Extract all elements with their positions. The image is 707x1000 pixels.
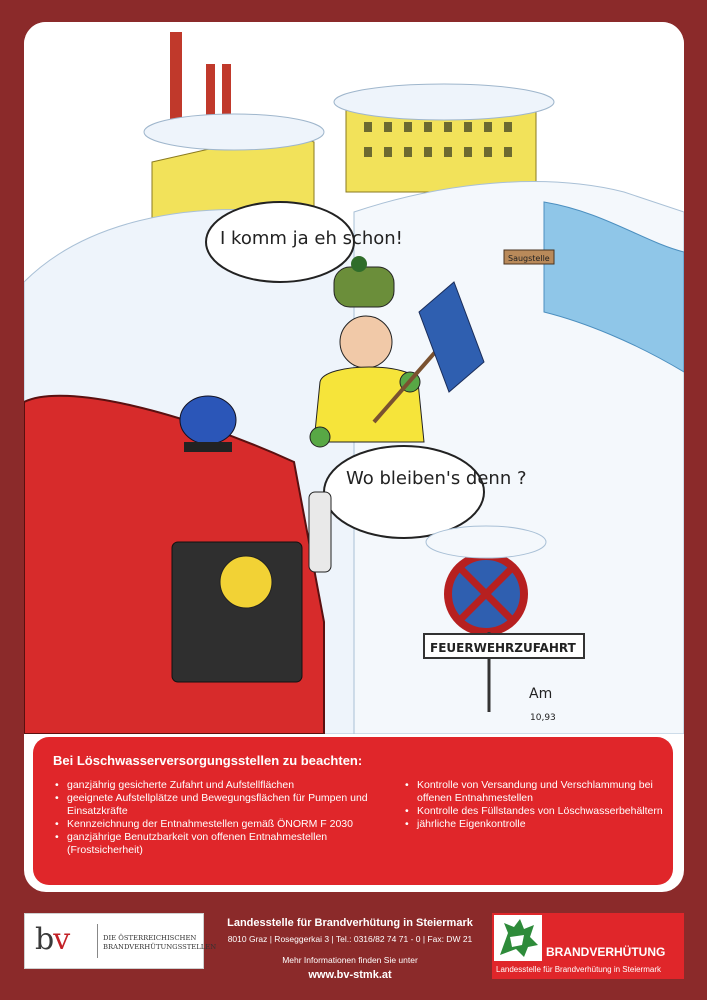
website-link[interactable]: www.bv-stmk.at (308, 969, 392, 981)
brandverhuetung-logo (492, 913, 684, 979)
bv-org-name (103, 934, 217, 952)
list-item: • Kennzeichnung der Entnahmestellen gemäß ÖNORM F 2030 (55, 818, 385, 831)
logo-divider (97, 924, 98, 958)
list-item: • geeignete Aufstellplätze und Bewegungsflächen für Pumpen und Einsatzkräfte (55, 792, 385, 818)
artist-signature: Am (529, 686, 553, 702)
brandverhuetung-subtitle: Landesstelle für Brandverhütung in Steiermark (496, 965, 661, 974)
bv-logo-box (24, 913, 217, 969)
bv-org-line1: DIE ÖSTERREICHISCHEN (103, 934, 197, 942)
info-list-right (405, 779, 665, 831)
list-item: • ganzjährige Benutzbarkeit von offenen Entnahmestellen (Frostsicherheit) (55, 831, 385, 857)
apartment-building (334, 84, 554, 192)
brandverhuetung-title: BRANDVERHÜTUNG (546, 945, 666, 959)
bv-logo (35, 922, 69, 957)
info-box (33, 737, 673, 885)
address-block (200, 917, 500, 944)
more-info-text: Mehr Informationen finden Sie unter (282, 955, 418, 965)
small-sign-text: Saugstelle (508, 254, 550, 263)
bv-logo-b: b (35, 922, 54, 957)
fire-access-sign-text: FEUERWEHRZUFAHRT (430, 641, 576, 655)
address-title: Landesstelle für Brandverhütung in Steiermark (227, 917, 473, 929)
list-item: • jährliche Eigenkontrolle (405, 818, 665, 831)
artist-date: 10,93 (530, 713, 556, 723)
list-item: • Kontrolle von Versandung und Verschlammung bei offenen Entnahmestellen (405, 779, 665, 805)
list-item: • Kontrolle des Füllstandes von Löschwasserbehältern (405, 805, 665, 818)
info-list-left (55, 779, 385, 857)
list-item: • ganzjährig gesicherte Zufahrt und Aufstellflächen (55, 779, 385, 792)
info-title: Bei Löschwasserversorgungsstellen zu beachten: (53, 753, 363, 768)
winter-illustration (24, 22, 684, 734)
styrian-panther-icon (494, 915, 542, 961)
bv-logo-v: v (53, 922, 70, 957)
address-line: 8010 Graz | Roseggerkai 3 | Tel.: 0316/82 74 71 - 0 | Fax: DW 21 (227, 934, 473, 944)
bubble-bottom-text: Wo bleiben's denn ? (346, 468, 527, 489)
bubble-top-text: I komm ja eh schon! (220, 228, 403, 249)
bv-org-line2: BRANDVERHÜTUNGSSTELLEN (103, 943, 217, 951)
footer (0, 895, 707, 1000)
